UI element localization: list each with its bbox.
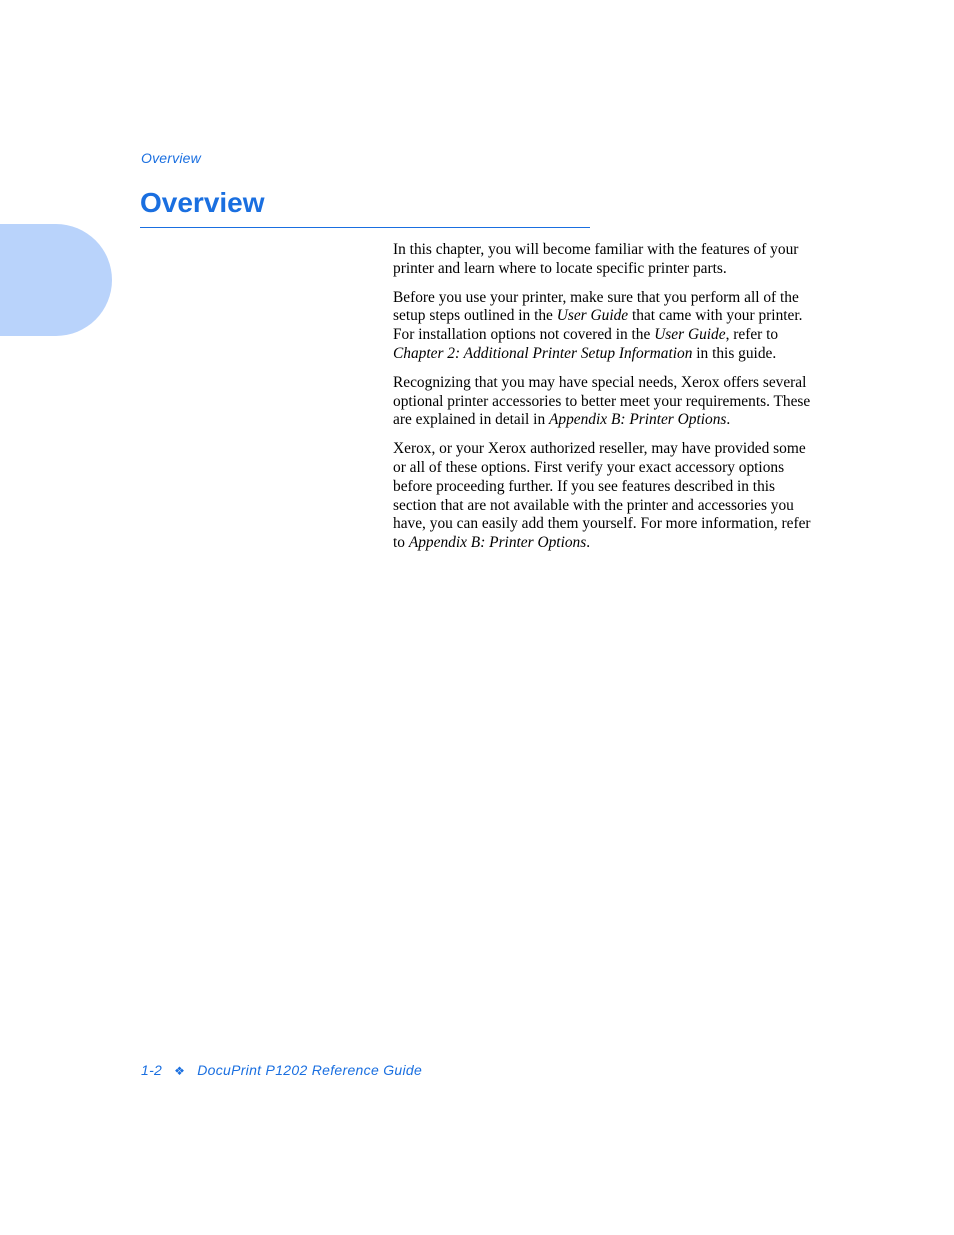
page-footer — [141, 1062, 422, 1078]
paragraph-text: In this chapter, you will become familiar with the features of your printer and learn where to locate specific printer parts. — [393, 241, 799, 277]
chapter-tab-marker — [0, 224, 112, 336]
paragraph-text: . — [586, 534, 591, 552]
paragraph-text: Xerox, or your Xerox authorized reseller, may have provided some or all of these options. First verify your exact accessory options before proceeding further. If you see features described in this section that are not available with the printer and accessories you have, you can easily add them yourself. For more information, refer to — [393, 440, 811, 552]
page-title: Overview — [140, 187, 265, 218]
italic-reference: Appendix B: Printer Options — [408, 534, 587, 552]
body-paragraph — [393, 374, 815, 430]
diamond-ornament-icon: ❖ — [174, 1064, 186, 1078]
body-paragraph — [393, 241, 815, 279]
paragraph-text: in this guide. — [692, 344, 777, 362]
paragraph-text: Recognizing that you may have special needs, Xerox offers several optional printer accessories to better meet your requirements. These are explained in detail in — [393, 373, 811, 429]
italic-reference: User Guide — [556, 307, 629, 325]
italic-reference: Chapter 2: Additional Printer Setup Information — [393, 344, 693, 362]
body-paragraph — [393, 289, 815, 364]
guide-title: DocuPrint P1202 Reference Guide — [197, 1062, 423, 1078]
italic-reference: Appendix B: Printer Options — [548, 411, 727, 429]
paragraph-text: . — [726, 411, 731, 429]
running-header: Overview — [141, 150, 201, 166]
paragraph-text: , refer to — [725, 326, 779, 344]
page-number: 1-2 — [141, 1062, 163, 1078]
title-divider — [140, 227, 590, 228]
paragraph-text: Before you use your printer, make sure that you perform all of the setup steps outlined in the — [393, 288, 799, 325]
italic-reference: User Guide — [654, 326, 726, 344]
body-text — [393, 241, 815, 563]
paragraph-text: that came with your printer. For installation options not covered in the — [393, 307, 803, 344]
body-paragraph — [393, 440, 815, 553]
